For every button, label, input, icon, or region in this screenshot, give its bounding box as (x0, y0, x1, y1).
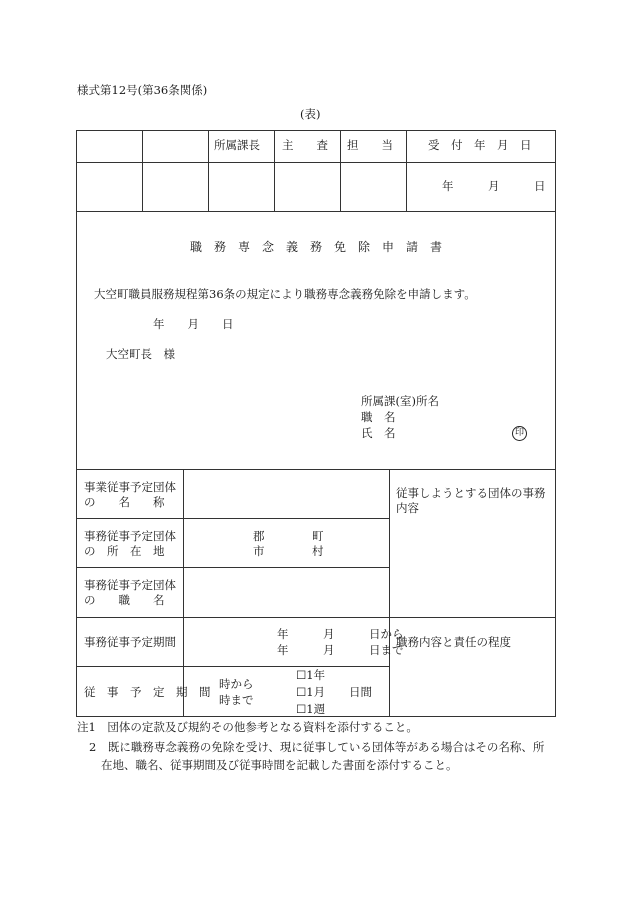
days-label: 日間 (349, 685, 372, 699)
approval-col-line-4 (340, 130, 341, 211)
time-to: 時まで (219, 693, 254, 707)
received-date-header: 受 付 年 月 日 (428, 138, 532, 152)
dept-chief-header: 所属課長 (214, 138, 260, 152)
time-from: 時から (219, 677, 254, 691)
details-row-line-2 (76, 567, 390, 568)
details-label-col-line (183, 469, 184, 717)
period-label: 事務従事予定期間 (84, 635, 176, 649)
frame-top (76, 130, 556, 131)
org-address-label-1: 事務従事予定団体 (84, 529, 176, 543)
shi-label: 市 (253, 544, 265, 558)
note-1: 注1 団体の定款及び規約その他参考となる資料を添付すること。 (77, 720, 418, 734)
option-month: ☐1月 (296, 685, 326, 699)
schedule-label: 従 事 予 定 期 間 (84, 685, 211, 699)
machi-label: 町 (312, 529, 324, 543)
approval-col-line-3 (274, 130, 275, 211)
position-label: 職 名 (361, 410, 396, 424)
responsibility-label: 職務内容と責任の程度 (396, 635, 511, 649)
details-top (76, 469, 556, 470)
work-content-label-2: 内容 (396, 501, 419, 515)
work-content-label-1: 従事しようとする団体の事務 (396, 486, 546, 500)
department-label: 所属課(室)所名 (361, 394, 439, 408)
staff-header: 担 当 (347, 138, 393, 152)
period-from: 年 月 日から (277, 627, 404, 641)
document-title: 職 務 専 念 義 務 免 除 申 請 書 (190, 240, 443, 254)
addressee: 大空町長 様 (106, 347, 175, 361)
org-address-label-2: の 所 在 地 (84, 544, 165, 558)
details-row-line-3 (76, 617, 556, 618)
details-right-col-line (389, 469, 390, 717)
note-2-line-2: 在地、職名、従事期間及び従事時間を記載した書面を添付すること。 (101, 758, 458, 772)
approval-col-line-2 (208, 130, 209, 211)
approval-col-line-5 (406, 130, 407, 211)
received-date-field: 年 月 日 (442, 179, 546, 193)
mura-label: 村 (312, 544, 324, 558)
supervisor-header: 主 査 (282, 138, 328, 152)
note-2-line-1: 2 既に職務専念義務の免除を受け、現に従事している団体等がある場合はその名称、所 (89, 740, 545, 754)
form-number: 様式第12号(第36条関係) (77, 83, 208, 97)
org-name-label-2: の 名 称 (84, 495, 165, 509)
details-row-line-1 (76, 518, 390, 519)
application-statement: 大空町職員服務規程第36条の規定により職務専念義務免除を申請します。 (94, 287, 476, 301)
frame-right (555, 130, 556, 717)
frame-left (76, 130, 77, 717)
seal-mark: 印 (512, 426, 527, 441)
org-position-label-2: の 職 名 (84, 593, 165, 607)
approval-divider (76, 162, 556, 163)
option-year: ☐1年 (296, 668, 326, 682)
name-label: 氏 名 (361, 426, 396, 440)
approval-col-line-1 (142, 130, 143, 211)
gun-label: 郡 (253, 529, 265, 543)
option-week: ☐1週 (296, 702, 326, 716)
approval-bottom (76, 211, 556, 212)
period-to: 年 月 日まで (277, 643, 404, 657)
application-date: 年 月 日 (153, 317, 234, 331)
org-name-label-1: 事業従事予定団体 (84, 480, 176, 494)
details-row-line-4 (76, 666, 390, 667)
org-position-label-1: 事務従事予定団体 (84, 578, 176, 592)
side-label: (表) (300, 107, 321, 121)
